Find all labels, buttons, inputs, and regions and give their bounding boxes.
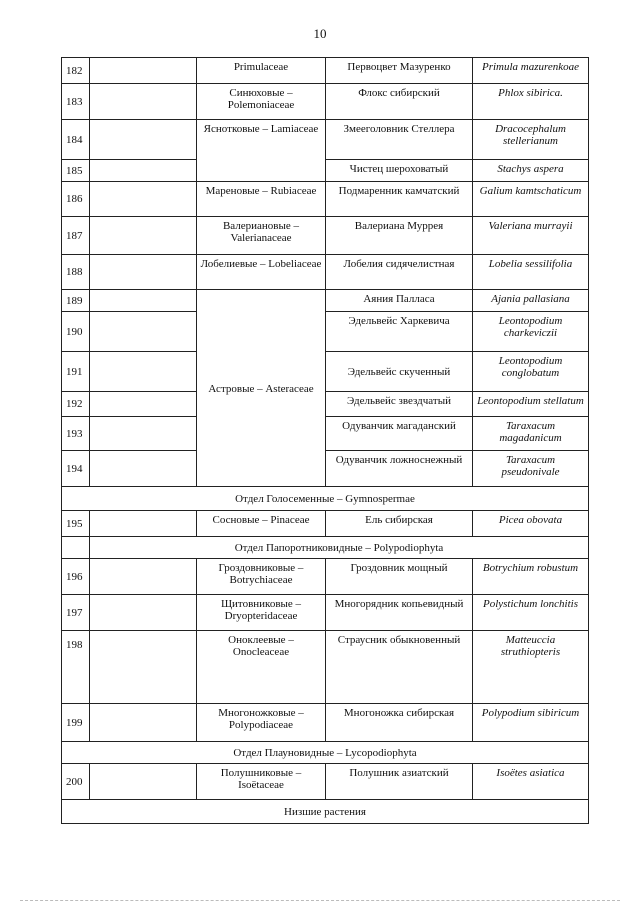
row-number: 195 <box>62 511 90 537</box>
family-cell: Многоножковые – Polypodiaceae <box>197 704 326 742</box>
empty-cell <box>90 417 197 451</box>
section-heading-lycopods: Отдел Плауновидные – Lycopodiophyta <box>62 742 589 764</box>
section-heading-ferns: Отдел Папоротниковидные – Polypodiophyta <box>90 537 589 559</box>
table-row <box>62 559 589 595</box>
row-number: 198 <box>62 631 90 704</box>
table-row <box>62 255 589 290</box>
family-cell: Щитовниковые – Dryopteridaceae <box>197 595 326 631</box>
row-number: 190 <box>62 312 90 352</box>
family-cell: Оноклеевые – Onocleaceae <box>197 631 326 704</box>
latin-name-cell: Lobelia sessilifolia <box>473 255 589 290</box>
latin-name-cell: Polystichum lonchitis <box>473 595 589 631</box>
page-number: 10 <box>313 26 327 41</box>
table-row <box>62 84 589 120</box>
row-number: 183 <box>62 84 90 120</box>
empty-cell <box>90 120 197 160</box>
latin-name-cell: Picea obovata <box>473 511 589 537</box>
russian-name-cell: Многоножка сибирская <box>326 704 473 742</box>
row-number: 185 <box>62 160 90 182</box>
table-row <box>62 312 589 352</box>
table-row <box>62 217 589 255</box>
empty-cell <box>90 217 197 255</box>
family-cell: Синюховые – Polemoniaceae <box>197 84 326 120</box>
latin-name-cell: Leontopodium stellatum <box>473 392 589 417</box>
species-table <box>61 57 589 824</box>
empty-cell <box>90 352 197 392</box>
empty-cell <box>90 182 197 217</box>
russian-name-cell: Змееголовник Стеллера <box>326 120 473 160</box>
empty-cell <box>90 312 197 352</box>
russian-name-cell: Гроздовник мощный <box>326 559 473 595</box>
family-cell: Primulaceae <box>197 58 326 84</box>
row-number: 186 <box>62 182 90 217</box>
table-row <box>62 120 589 160</box>
empty-cell <box>90 595 197 631</box>
row-number: 192 <box>62 392 90 417</box>
row-number: 197 <box>62 595 90 631</box>
row-number: 193 <box>62 417 90 451</box>
section-row <box>62 742 589 764</box>
latin-name-cell: Isoëtes asiatica <box>473 764 589 800</box>
latin-name-cell: Polypodium sibiricum <box>473 704 589 742</box>
section-row <box>62 487 589 511</box>
latin-name-cell: Galium kamtschaticum <box>473 182 589 217</box>
footer-divider <box>20 900 620 901</box>
empty-cell <box>90 58 197 84</box>
family-cell: Сосновые – Pinaceae <box>197 511 326 537</box>
russian-name-cell: Эдельвейс скученный <box>326 352 473 392</box>
latin-name-cell: Ajania pallasiana <box>473 290 589 312</box>
empty-cell <box>90 84 197 120</box>
russian-name-cell: Одуванчик ложноснежный <box>326 451 473 487</box>
latin-name-cell: Stachys aspera <box>473 160 589 182</box>
russian-name-cell: Чистец шероховатый <box>326 160 473 182</box>
row-number: 187 <box>62 217 90 255</box>
table-row <box>62 160 589 182</box>
table-row <box>62 417 589 451</box>
empty-cell <box>90 559 197 595</box>
empty-cell <box>90 704 197 742</box>
empty-cell <box>90 255 197 290</box>
empty-cell <box>90 631 197 704</box>
row-number: 196 <box>62 559 90 595</box>
latin-name-cell: Leontopodium charkeviczii <box>473 312 589 352</box>
family-cell: Мареновые – Rubiaceae <box>197 182 326 217</box>
table-row <box>62 631 589 704</box>
latin-name-cell: Primula mazurenkoae <box>473 58 589 84</box>
section-row <box>62 537 589 559</box>
row-number: 199 <box>62 704 90 742</box>
russian-name-cell: Флокс сибирский <box>326 84 473 120</box>
table-row <box>62 511 589 537</box>
table-row <box>62 704 589 742</box>
family-cell: Лобелиевые – Lobeliaceae <box>197 255 326 290</box>
latin-name-cell: Matteuccia struthiopteris <box>473 631 589 704</box>
russian-name-cell: Ель сибирская <box>326 511 473 537</box>
family-cell: Валериановые – Valerianaceae <box>197 217 326 255</box>
family-cell: Яснотковые – Lamiaceae <box>197 120 326 182</box>
russian-name-cell: Аяния Палласа <box>326 290 473 312</box>
table-row <box>62 352 589 392</box>
row-number: 191 <box>62 352 90 392</box>
empty-cell <box>62 537 90 559</box>
table-row <box>62 182 589 217</box>
empty-cell <box>90 290 197 312</box>
latin-name-cell: Phlox sibirica. <box>473 84 589 120</box>
family-cell: Астровые – Asteraceae <box>197 290 326 487</box>
row-number: 182 <box>62 58 90 84</box>
latin-name-cell: Leontopodium conglobatum <box>473 352 589 392</box>
table-row <box>62 764 589 800</box>
latin-name-cell: Botrychium robustum <box>473 559 589 595</box>
russian-name-cell: Страусник обыкновенный <box>326 631 473 704</box>
empty-cell <box>90 764 197 800</box>
table-row <box>62 290 589 312</box>
row-number: 200 <box>62 764 90 800</box>
table-row <box>62 58 589 84</box>
russian-name-cell: Многорядник копьевидный <box>326 595 473 631</box>
empty-cell <box>90 392 197 417</box>
row-number: 194 <box>62 451 90 487</box>
russian-name-cell: Первоцвет Мазуренко <box>326 58 473 84</box>
table-row <box>62 451 589 487</box>
row-number: 189 <box>62 290 90 312</box>
family-cell: Гроздовниковые – Botrychiaceae <box>197 559 326 595</box>
latin-name-cell: Taraxacum pseudonivale <box>473 451 589 487</box>
russian-name-cell: Лобелия сидячелистная <box>326 255 473 290</box>
section-heading-gymnosperms: Отдел Голосеменные – Gymnospermae <box>62 487 589 511</box>
empty-cell <box>90 160 197 182</box>
row-number: 188 <box>62 255 90 290</box>
row-number: 184 <box>62 120 90 160</box>
empty-cell <box>90 451 197 487</box>
russian-name-cell: Подмаренник камчатский <box>326 182 473 217</box>
table-row <box>62 595 589 631</box>
russian-name-cell: Эдельвейс Харкевича <box>326 312 473 352</box>
latin-name-cell: Dracocephalum stellerianum <box>473 120 589 160</box>
latin-name-cell: Valeriana murrayii <box>473 217 589 255</box>
section-heading-lower-plants: Низшие растения <box>62 800 589 824</box>
russian-name-cell: Полушник азиатский <box>326 764 473 800</box>
empty-cell <box>90 511 197 537</box>
russian-name-cell: Эдельвейс звездчатый <box>326 392 473 417</box>
russian-name-cell: Валериана Муррея <box>326 217 473 255</box>
russian-name-cell: Одуванчик магаданский <box>326 417 473 451</box>
table-row <box>62 392 589 417</box>
latin-name-cell: Taraxacum magadanicum <box>473 417 589 451</box>
section-row <box>62 800 589 824</box>
family-cell: Полушниковые – Isoëtaceae <box>197 764 326 800</box>
